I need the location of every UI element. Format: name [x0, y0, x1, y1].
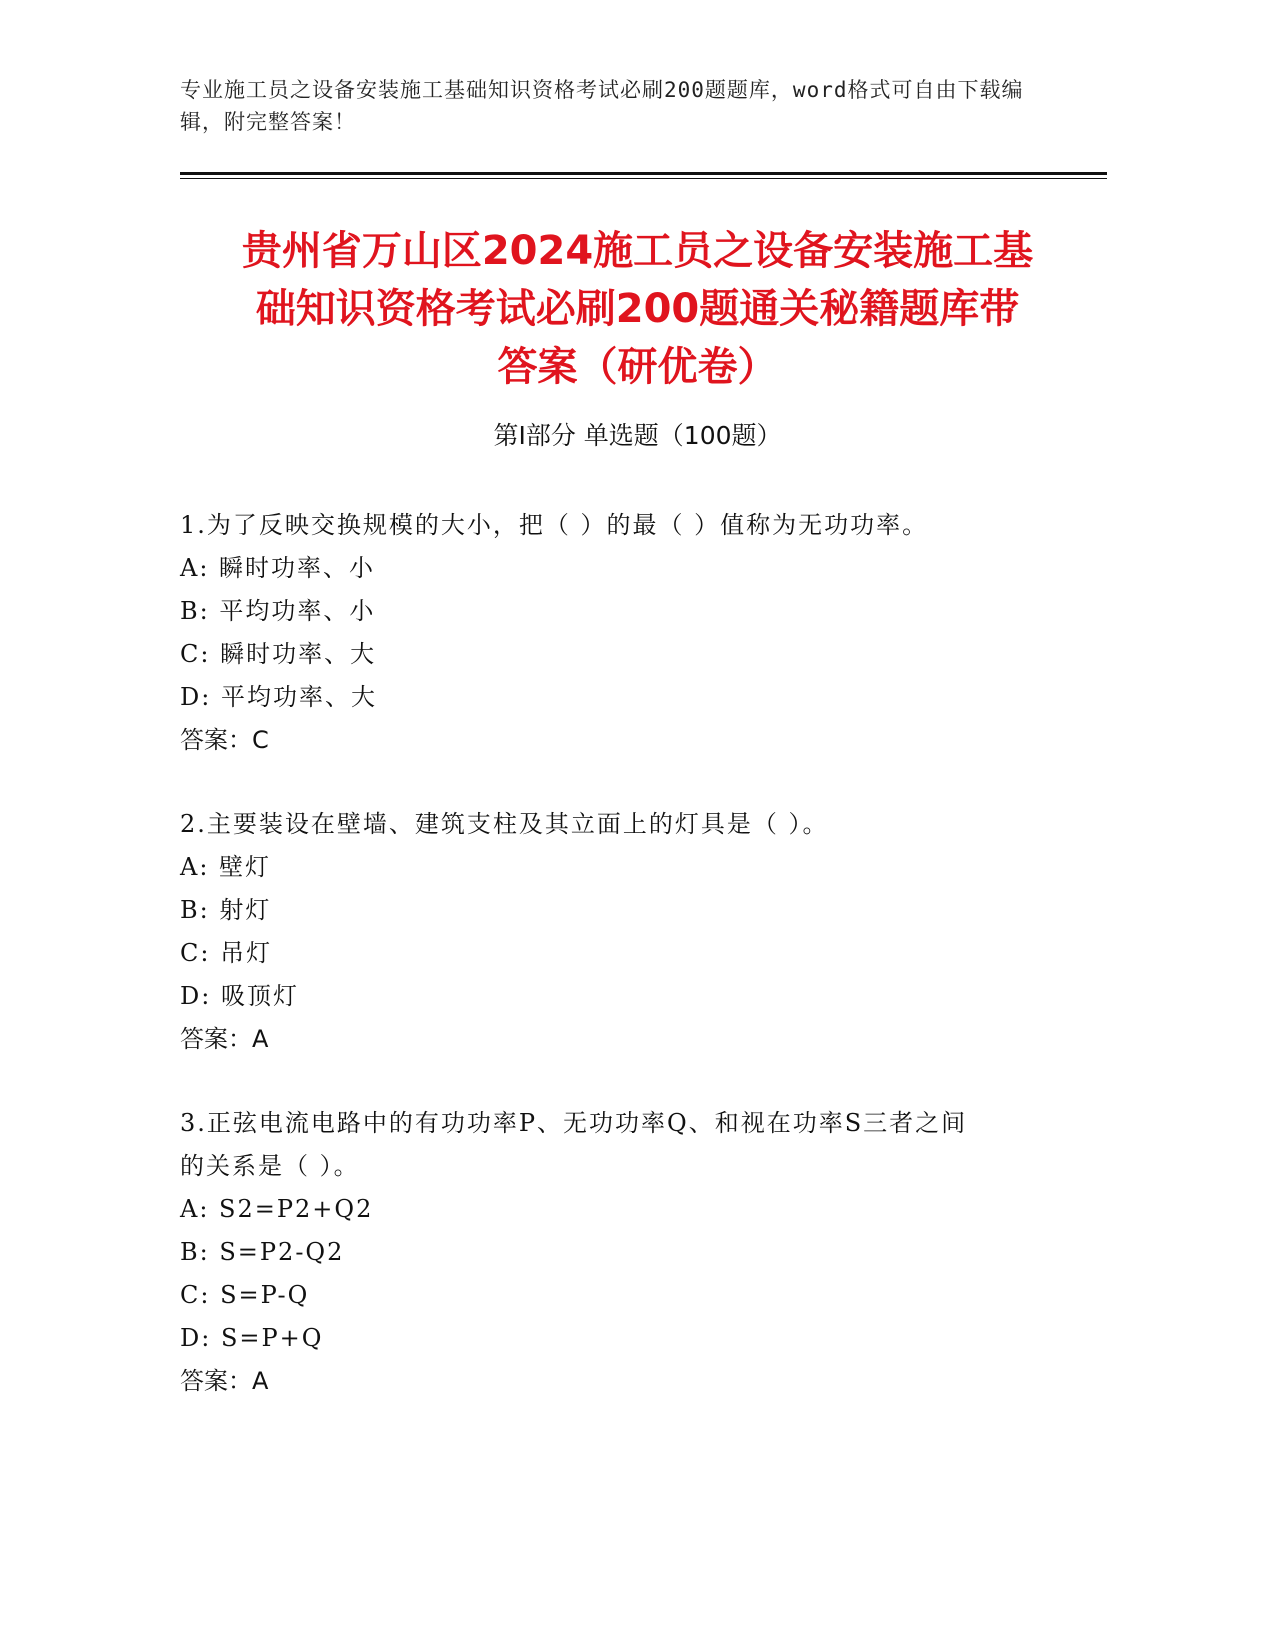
question-list	[180, 504, 1060, 1444]
option-a: A: S2=P2+Q2	[180, 1195, 374, 1223]
answer: 答案：A	[180, 1367, 269, 1395]
answer: 答案：A	[180, 1025, 269, 1053]
answer: 答案：C	[180, 726, 269, 754]
option-c: C: 瞬时功率、大	[180, 640, 377, 668]
title-line-1: 贵州省万山区2024施工员之设备安装施工基	[241, 228, 1034, 274]
header-note: 专业施工员之设备安装施工基础知识资格考试必刷200题题库，word格式可自由下载编辑，附完整答案！	[180, 78, 1024, 134]
option-b: B: 射灯	[180, 896, 272, 924]
option-d: D: 平均功率、大	[180, 683, 377, 711]
question-3	[180, 1102, 1060, 1403]
header-divider-thick	[180, 172, 1107, 175]
option-b: B: 平均功率、小	[180, 597, 376, 625]
document-title	[150, 222, 1125, 396]
question-1	[180, 504, 1060, 762]
question-stem: 1.为了反映交换规模的大小，把（ ）的最（ ）值称为无功功率。	[180, 511, 929, 539]
option-c: C: S=P-Q	[180, 1281, 310, 1309]
option-b: B: S=P2-Q2	[180, 1238, 345, 1266]
option-c: C: 吊灯	[180, 939, 273, 967]
question-stem-line-1: 3.正弦电流电路中的有功功率P、无功功率Q、和视在功率S三者之间	[180, 1109, 968, 1137]
title-line-2: 础知识资格考试必刷200题通关秘籍题库带	[255, 286, 1020, 332]
question-stem: 2.主要装设在壁墙、建筑支柱及其立面上的灯具是（ ）。	[180, 810, 829, 838]
option-d: D: S=P+Q	[180, 1324, 324, 1352]
header-divider-thin	[180, 178, 1107, 179]
option-a: A: 壁灯	[180, 853, 272, 881]
question-stem-line-2: 的关系是（ ）。	[180, 1152, 360, 1180]
option-a: A: 瞬时功率、小	[180, 554, 376, 582]
title-line-3: 答案（研优卷）	[497, 344, 778, 390]
option-d: D: 吸顶灯	[180, 982, 299, 1010]
section-heading: 第Ⅰ部分 单选题（100题）	[493, 421, 782, 450]
question-2	[180, 803, 1060, 1061]
